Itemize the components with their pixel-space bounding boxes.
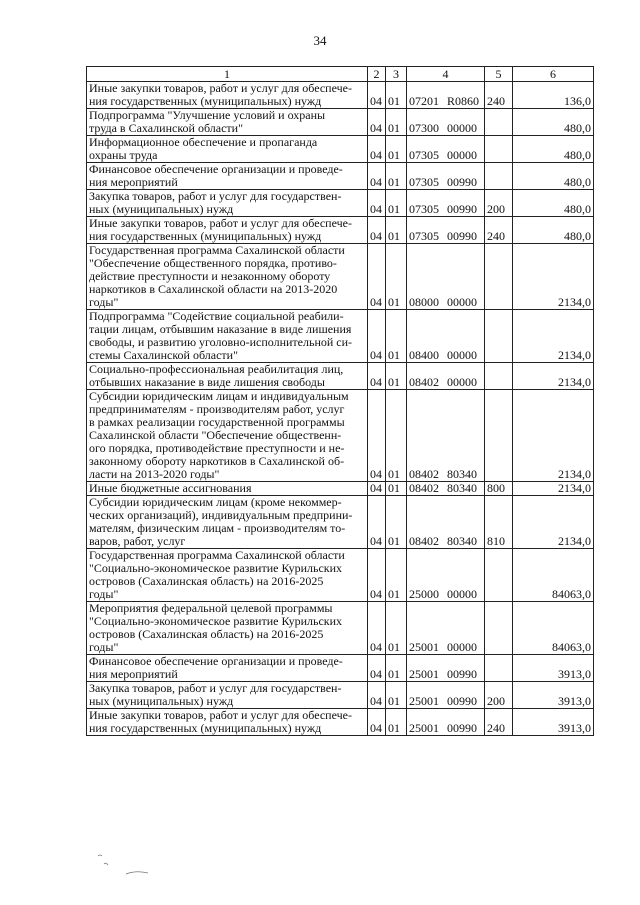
row-amount: 480,0 <box>513 190 594 217</box>
row-subsection: 01 <box>386 217 407 244</box>
row-target-article: 07300 00000 <box>407 109 485 136</box>
row-target-article: 25001 00990 <box>407 655 485 682</box>
row-name: Государственная программа Сахалинской области "Социально-экономическое развитие Курильских островов (Сахалинская область) на 2016-2025 годы" <box>87 549 368 602</box>
row-name: Иные закупки товаров, работ и услуг для обеспече- ния государственных (муниципальных) нужд <box>87 217 368 244</box>
row-section: 04 <box>368 136 386 163</box>
row-section: 04 <box>368 363 386 390</box>
row-subsection: 01 <box>386 682 407 709</box>
row-amount: 480,0 <box>513 136 594 163</box>
row-expense-type: 800 <box>485 482 513 496</box>
page-number: 34 <box>313 33 327 48</box>
row-expense-type: 200 <box>485 682 513 709</box>
table-row <box>87 602 594 655</box>
row-expense-type <box>485 602 513 655</box>
row-target-article: 08400 00000 <box>407 310 485 363</box>
row-amount: 84063,0 <box>513 549 594 602</box>
row-expense-type <box>485 109 513 136</box>
row-amount: 3913,0 <box>513 655 594 682</box>
header-col-2: 2 <box>368 67 386 82</box>
table-row <box>87 482 594 496</box>
row-target-article: 07201 R0860 <box>407 82 485 109</box>
row-name: Субсидии юридическим лицам и индивидуальным предпринимателям - производителям работ, услуг в рамках реализации государственной программы Сахалинской области "Обеспечение общественн- ого порядка, противодействие преступности и не- законному обороту наркотиков в Сахалинской об- ласти на 2013-2020 годы" <box>87 390 368 482</box>
row-amount: 2134,0 <box>513 244 594 310</box>
row-name: Субсидии юридическим лицам (кроме некоммер- ческих организаций), индивидуальным предприни- мателям, физическим лицам - производителям то- варов, работ, услуг <box>87 496 368 549</box>
row-target-article: 07305 00000 <box>407 136 485 163</box>
row-section: 04 <box>368 190 386 217</box>
table-row <box>87 709 594 736</box>
row-amount: 2134,0 <box>513 496 594 549</box>
row-target-article: 25001 00990 <box>407 682 485 709</box>
row-subsection: 01 <box>386 82 407 109</box>
row-amount: 2134,0 <box>513 482 594 496</box>
header-col-1: 1 <box>87 67 368 82</box>
row-subsection: 01 <box>386 190 407 217</box>
row-expense-type <box>485 163 513 190</box>
row-expense-type <box>485 390 513 482</box>
row-name: Подпрограмма "Содействие социальной реабили- тации лицам, отбывшим наказание в виде лишения свободы, и развитию уголовно-исполнительной си- стемы Сахалинской области" <box>87 310 368 363</box>
row-expense-type: 240 <box>485 217 513 244</box>
row-expense-type <box>485 136 513 163</box>
row-section: 04 <box>368 82 386 109</box>
row-expense-type: 810 <box>485 496 513 549</box>
table-row <box>87 682 594 709</box>
table-row <box>87 549 594 602</box>
row-expense-type: 240 <box>485 709 513 736</box>
table-row <box>87 190 594 217</box>
row-amount: 3913,0 <box>513 709 594 736</box>
row-section: 04 <box>368 682 386 709</box>
table-row <box>87 163 594 190</box>
row-section: 04 <box>368 390 386 482</box>
table-row <box>87 136 594 163</box>
table-row <box>87 496 594 549</box>
budget-table <box>86 66 594 736</box>
row-name: Финансовое обеспечение организации и проведе- ния мероприятий <box>87 655 368 682</box>
table-row <box>87 390 594 482</box>
row-name: Социально-профессиональная реабилитация лиц, отбывших наказание в виде лишения свободы <box>87 363 368 390</box>
header-col-6: 6 <box>513 67 594 82</box>
row-expense-type <box>485 549 513 602</box>
row-subsection: 01 <box>386 602 407 655</box>
table-row <box>87 655 594 682</box>
row-target-article: 08000 00000 <box>407 244 485 310</box>
row-subsection: 01 <box>386 709 407 736</box>
row-section: 04 <box>368 496 386 549</box>
row-section: 04 <box>368 244 386 310</box>
row-section: 04 <box>368 482 386 496</box>
row-subsection: 01 <box>386 390 407 482</box>
table-row <box>87 217 594 244</box>
row-name: Информационное обеспечение и пропаганда охраны труда <box>87 136 368 163</box>
row-target-article: 08402 80340 <box>407 496 485 549</box>
row-amount: 480,0 <box>513 217 594 244</box>
row-target-article: 25001 00000 <box>407 602 485 655</box>
row-expense-type <box>485 310 513 363</box>
row-section: 04 <box>368 549 386 602</box>
row-target-article: 08402 00000 <box>407 363 485 390</box>
row-target-article: 25001 00990 <box>407 709 485 736</box>
row-name: Закупка товаров, работ и услуг для государствен- ных (муниципальных) нужд <box>87 682 368 709</box>
row-target-article: 07305 00990 <box>407 163 485 190</box>
row-subsection: 01 <box>386 310 407 363</box>
row-expense-type <box>485 363 513 390</box>
row-amount: 2134,0 <box>513 390 594 482</box>
row-subsection: 01 <box>386 163 407 190</box>
row-subsection: 01 <box>386 496 407 549</box>
table-row <box>87 244 594 310</box>
row-name: Иные закупки товаров, работ и услуг для обеспече- ния государственных (муниципальных) нужд <box>87 82 368 109</box>
row-subsection: 01 <box>386 109 407 136</box>
row-name: Иные закупки товаров, работ и услуг для обеспече- ния государственных (муниципальных) нужд <box>87 709 368 736</box>
row-amount: 3913,0 <box>513 682 594 709</box>
row-subsection: 01 <box>386 482 407 496</box>
table-row <box>87 363 594 390</box>
row-section: 04 <box>368 310 386 363</box>
row-amount: 480,0 <box>513 163 594 190</box>
row-subsection: 01 <box>386 655 407 682</box>
row-expense-type <box>485 244 513 310</box>
row-section: 04 <box>368 109 386 136</box>
row-target-article: 07305 00990 <box>407 217 485 244</box>
table-row <box>87 82 594 109</box>
row-subsection: 01 <box>386 549 407 602</box>
row-amount: 136,0 <box>513 82 594 109</box>
table-header-row <box>87 67 594 82</box>
table-row <box>87 310 594 363</box>
row-name: Иные бюджетные ассигнования <box>87 482 368 496</box>
header-col-5: 5 <box>485 67 513 82</box>
row-section: 04 <box>368 163 386 190</box>
row-section: 04 <box>368 709 386 736</box>
row-amount: 84063,0 <box>513 602 594 655</box>
row-subsection: 01 <box>386 136 407 163</box>
row-amount: 2134,0 <box>513 363 594 390</box>
row-expense-type: 240 <box>485 82 513 109</box>
row-subsection: 01 <box>386 244 407 310</box>
header-col-3: 3 <box>386 67 407 82</box>
row-name: Государственная программа Сахалинской области "Обеспечение общественного порядка, противо- действие преступности и незаконному обороту наркотиков в Сахалинской области на 2013-2020 годы" <box>87 244 368 310</box>
handwritten-mark <box>96 852 156 878</box>
row-name: Подпрограмма "Улучшение условий и охраны труда в Сахалинской области" <box>87 109 368 136</box>
row-expense-type <box>485 655 513 682</box>
row-section: 04 <box>368 602 386 655</box>
table-row <box>87 109 594 136</box>
row-name: Финансовое обеспечение организации и проведе- ния мероприятий <box>87 163 368 190</box>
row-subsection: 01 <box>386 363 407 390</box>
row-target-article: 25000 00000 <box>407 549 485 602</box>
row-target-article: 07305 00990 <box>407 190 485 217</box>
row-amount: 480,0 <box>513 109 594 136</box>
row-target-article: 08402 80340 <box>407 390 485 482</box>
header-col-4: 4 <box>407 67 485 82</box>
row-name: Закупка товаров, работ и услуг для государствен- ных (муниципальных) нужд <box>87 190 368 217</box>
row-name: Мероприятия федеральной целевой программы "Социально-экономическое развитие Курильских островов (Сахалинская область) на 2016-2025 годы" <box>87 602 368 655</box>
row-expense-type: 200 <box>485 190 513 217</box>
row-target-article: 08402 80340 <box>407 482 485 496</box>
row-section: 04 <box>368 655 386 682</box>
row-amount: 2134,0 <box>513 310 594 363</box>
row-section: 04 <box>368 217 386 244</box>
